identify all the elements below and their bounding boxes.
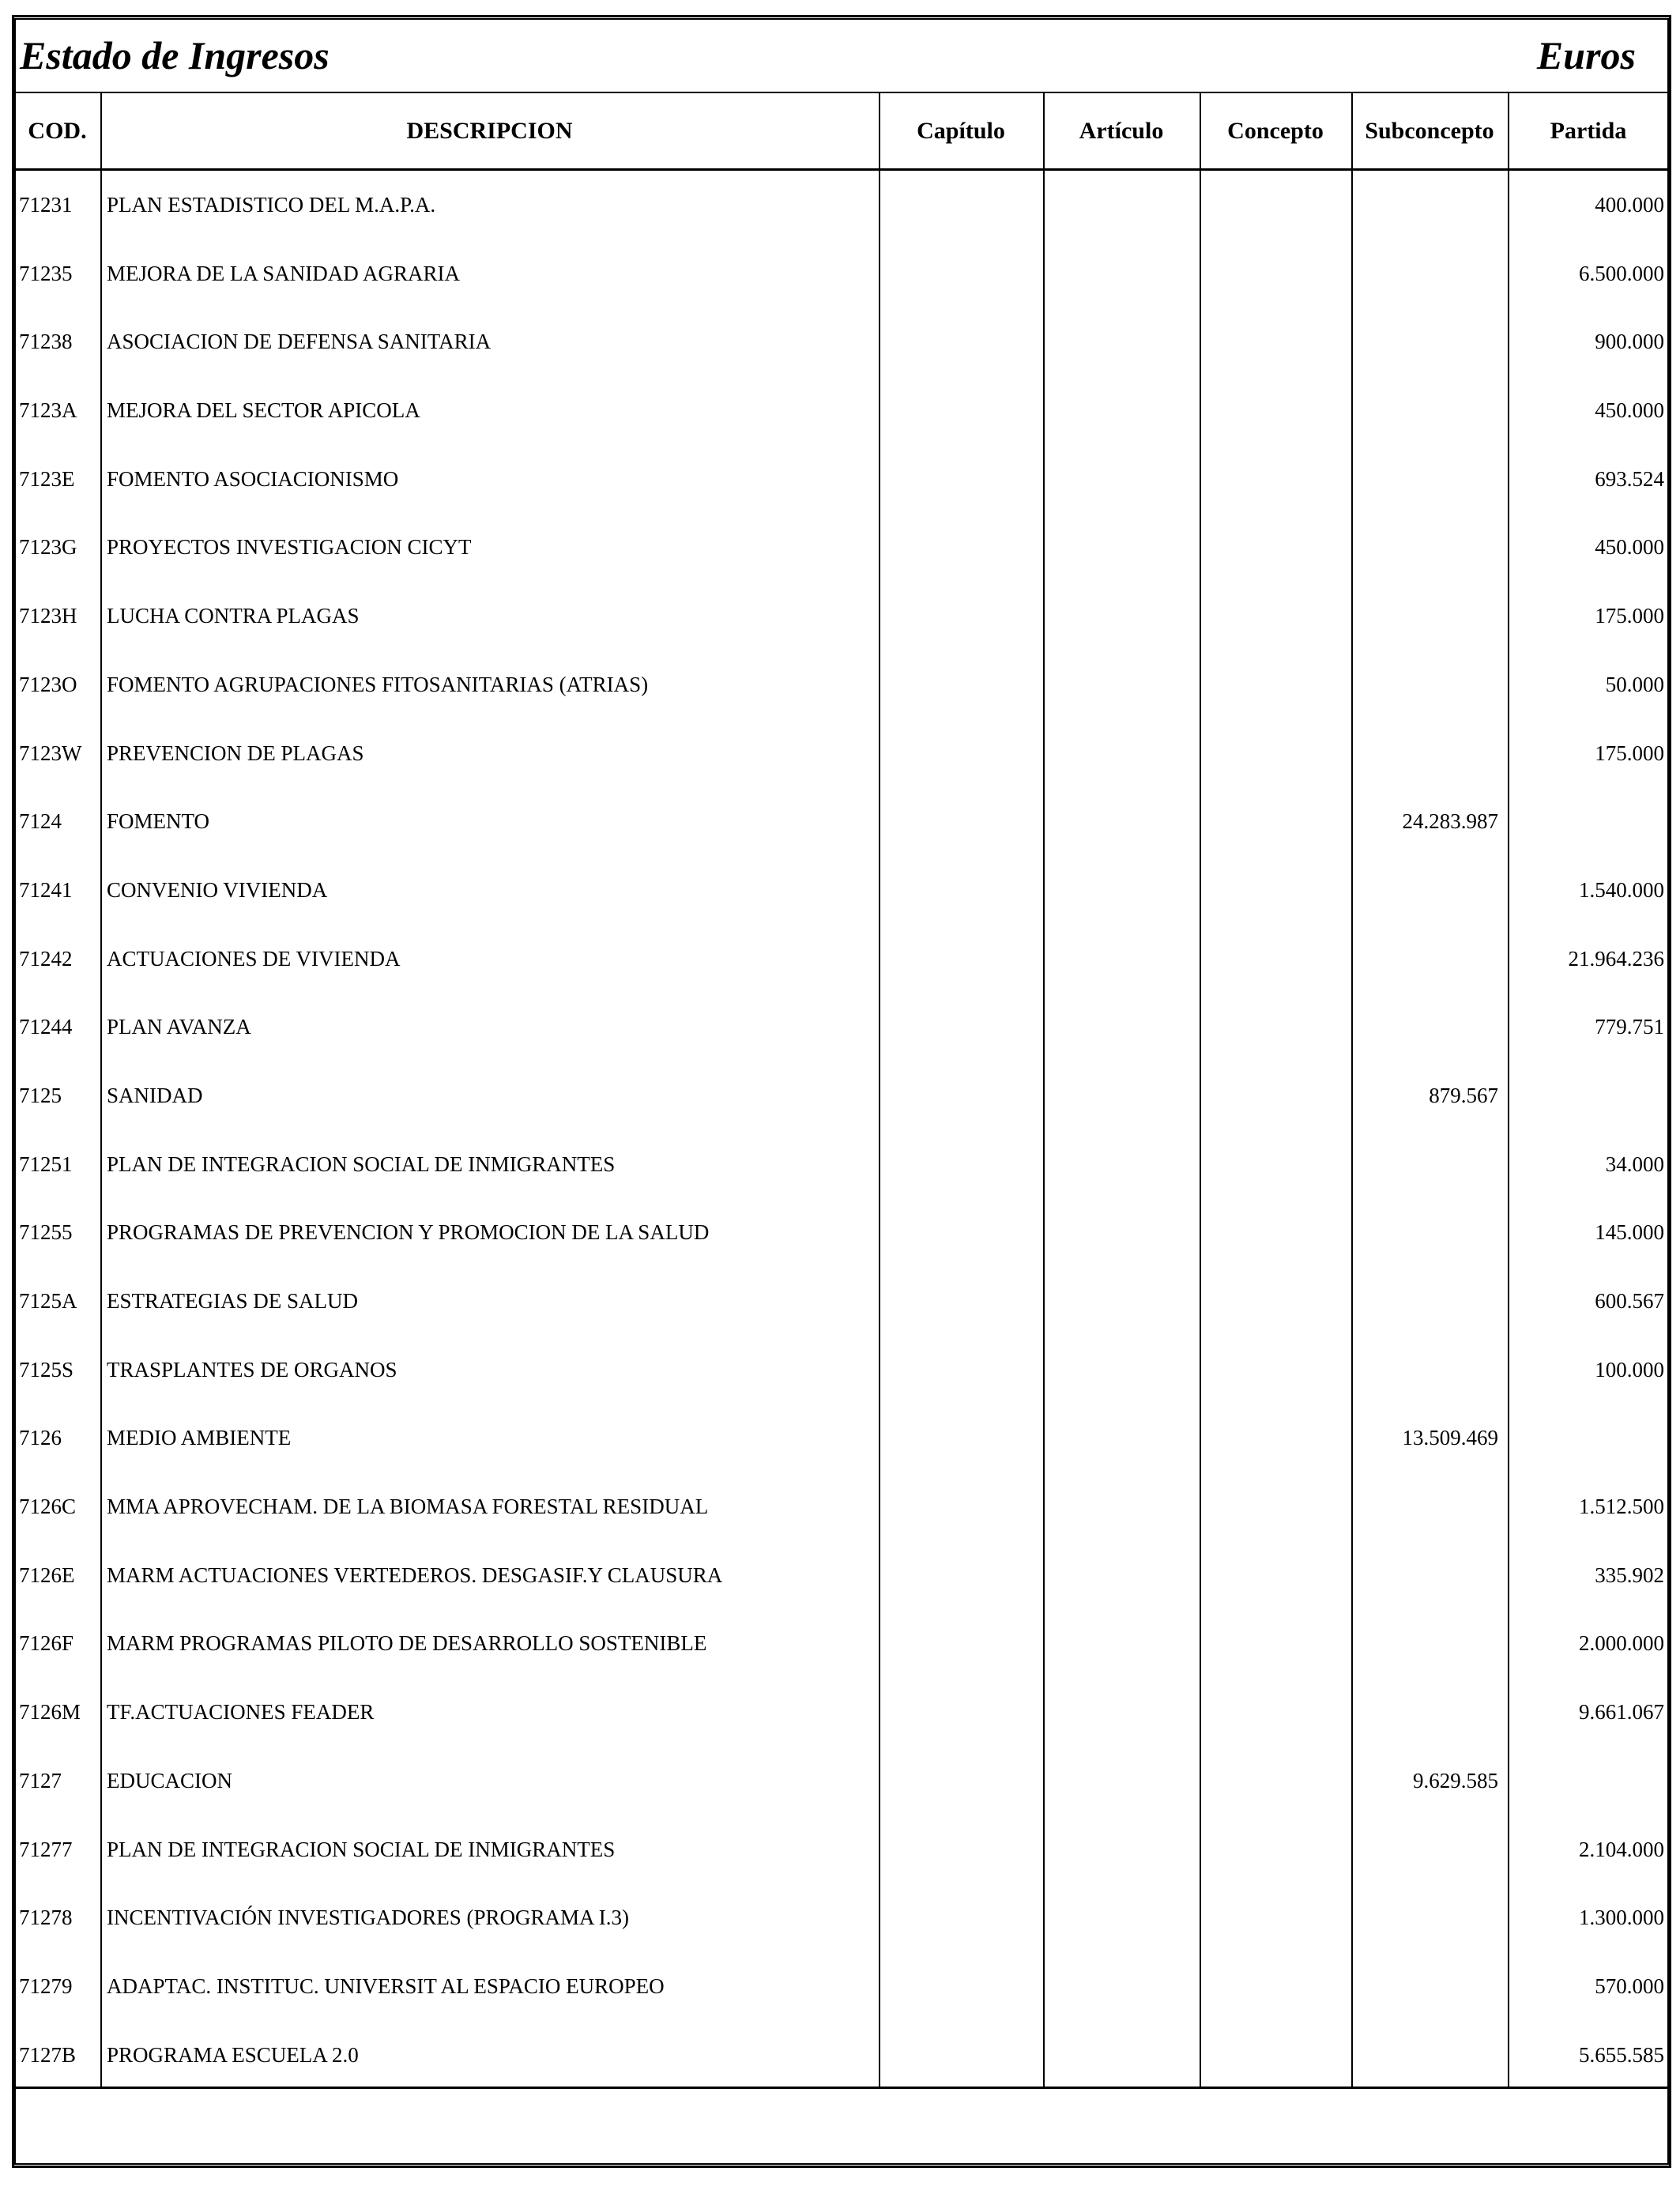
row-partida [1508,787,1664,856]
row-descripcion: FOMENTO ASOCIACIONISMO [107,466,399,491]
row-descripcion: MEDIO AMBIENTE [107,1426,292,1450]
row-partida: 6.500.000 [1579,261,1664,285]
table-row [14,445,1669,514]
row-descripcion: INCENTIVACIÓN INVESTIGADORES (PROGRAMA I.3) [107,1906,629,1930]
row-partida: 100.000 [1595,1357,1664,1382]
row-partida: 450.000 [1595,535,1664,560]
table-row [14,1472,1669,1541]
row-subconcepto: 9.629.585 [1413,1768,1498,1793]
row-cod: 7126C [19,1495,77,1519]
row-subconcepto: 879.567 [1429,1083,1498,1107]
table-row [14,856,1669,925]
row-subconcepto [1350,1130,1498,1199]
row-descripcion: PROYECTOS INVESTIGACION CICYT [107,535,472,560]
row-subconcepto [1350,171,1498,239]
row-subconcepto [1350,582,1498,650]
row-descripcion: MARM ACTUACIONES VERTEDEROS. DESGASIF.Y CLAUSURA [107,1563,723,1587]
table-row [14,239,1669,308]
table-row [14,1061,1669,1130]
row-cod: 7126E [19,1563,75,1587]
row-partida: 900.000 [1595,330,1664,354]
row-descripcion: MEJORA DEL SECTOR APICOLA [107,398,420,423]
row-cod: 71242 [19,946,73,971]
table-row [14,1815,1669,1884]
row-partida: 145.000 [1595,1220,1664,1245]
row-cod: 7126 [19,1426,62,1450]
row-subconcepto [1350,376,1498,445]
row-partida: 450.000 [1595,398,1664,423]
table-row [14,1952,1669,2021]
header-cod: COD. [28,118,87,144]
row-cod: 71251 [19,1152,73,1176]
table-row [14,1267,1669,1336]
row-cod: 71278 [19,1906,73,1930]
row-partida: 1.300.000 [1579,1906,1664,1930]
row-cod: 7126F [19,1631,74,1656]
table-row [14,925,1669,993]
table-row [14,171,1669,239]
row-descripcion: ADAPTAC. INSTITUC. UNIVERSIT AL ESPACIO EUROPEO [107,1973,665,1998]
row-partida: 600.567 [1595,1289,1664,1313]
row-partida: 779.751 [1595,1015,1664,1039]
row-subconcepto [1350,1336,1498,1404]
row-partida [1508,1747,1664,1815]
table-row [14,1541,1669,1610]
row-subconcepto [1350,993,1498,1061]
row-subconcepto [1350,1883,1498,1952]
row-descripcion: TRASPLANTES DE ORGANOS [107,1357,397,1382]
row-cod: 71277 [19,1837,73,1861]
row-partida: 5.655.585 [1579,2042,1664,2067]
row-subconcepto [1350,856,1498,925]
table-row [14,1198,1669,1267]
row-descripcion: PLAN AVANZA [107,1015,251,1039]
row-partida: 2.000.000 [1579,1631,1664,1656]
row-subconcepto [1350,2021,1498,2090]
header-subconcepto: Subconcepto [1365,118,1494,144]
row-cod: 7124 [19,809,62,834]
row-descripcion: SANIDAD [107,1083,203,1107]
row-partida: 175.000 [1595,604,1664,628]
table-row [14,993,1669,1061]
row-descripcion: PROGRAMAS DE PREVENCION Y PROMOCION DE LA SALUD [107,1220,710,1245]
row-cod: 71238 [19,330,73,354]
row-partida: 2.104.000 [1579,1837,1664,1861]
row-cod: 7126M [19,1700,81,1725]
row-cod: 7127 [19,1768,62,1793]
row-partida [1508,1404,1664,1472]
row-descripcion: LUCHA CONTRA PLAGAS [107,604,360,628]
table-row [14,1336,1669,1404]
header-partida: Partida [1550,118,1627,144]
table-row [14,787,1669,856]
table-row [14,1404,1669,1472]
row-partida: 1.540.000 [1579,877,1664,902]
row-cod: 7123E [19,466,75,491]
document-title: Estado de Ingresos [20,33,330,77]
row-subconcepto [1350,1815,1498,1884]
row-cod: 71231 [19,193,73,217]
row-cod: 71244 [19,1015,73,1039]
table-body [14,171,1669,2089]
row-descripcion: MMA APROVECHAM. DE LA BIOMASA FORESTAL RESIDUAL [107,1495,709,1519]
row-cod: 7125S [19,1357,74,1382]
row-descripcion: FOMENTO [107,809,210,834]
row-descripcion: TF.ACTUACIONES FEADER [107,1700,375,1725]
row-descripcion: PROGRAMA ESCUELA 2.0 [107,2042,359,2067]
table-row [14,1678,1669,1747]
row-subconcepto [1350,1541,1498,1610]
row-partida: 34.000 [1605,1152,1664,1176]
row-cod: 7123W [19,741,82,765]
row-partida: 335.902 [1595,1563,1664,1587]
row-subconcepto: 13.509.469 [1402,1426,1498,1450]
row-partida: 175.000 [1595,741,1664,765]
table-row [14,719,1669,788]
row-cod: 7123H [19,604,77,628]
row-descripcion: ESTRATEGIAS DE SALUD [107,1289,359,1313]
row-subconcepto [1350,1952,1498,2021]
table-row [14,1747,1669,1815]
header-articulo: Artículo [1079,118,1164,144]
table-row [14,650,1669,719]
row-descripcion: ASOCIACION DE DEFENSA SANITARIA [107,330,492,354]
row-cod: 7123G [19,535,77,560]
row-subconcepto [1350,719,1498,788]
row-cod: 71235 [19,261,73,285]
table-row [14,2021,1669,2090]
table-row [14,1609,1669,1678]
row-subconcepto [1350,1609,1498,1678]
header-descripcion: DESCRIPCION [406,118,573,144]
table-row [14,307,1669,376]
row-subconcepto [1350,1267,1498,1336]
currency-unit: Euros [1536,33,1636,77]
row-descripcion: MARM PROGRAMAS PILOTO DE DESARROLLO SOSTENIBLE [107,1631,707,1656]
row-subconcepto [1350,1472,1498,1541]
table-row [14,1883,1669,1952]
row-descripcion: MEJORA DE LA SANIDAD AGRARIA [107,261,461,285]
row-descripcion: PLAN ESTADISTICO DEL M.A.P.A. [107,193,436,217]
row-partida: 570.000 [1595,1973,1664,1998]
row-partida: 9.661.067 [1579,1700,1664,1725]
row-cod: 7125 [19,1083,62,1107]
table-row [14,1130,1669,1199]
header-concepto: Concepto [1227,118,1324,144]
row-descripcion: PREVENCION DE PLAGAS [107,741,364,765]
row-subconcepto [1350,1678,1498,1747]
table-row [14,376,1669,445]
row-subconcepto: 24.283.987 [1402,809,1498,834]
row-subconcepto [1350,513,1498,582]
row-descripcion: EDUCACION [107,1768,232,1793]
row-partida [1508,1061,1664,1130]
row-descripcion: ACTUACIONES DE VIVIENDA [107,946,401,971]
row-cod: 7123O [19,672,77,696]
row-partida: 693.524 [1595,466,1664,491]
row-partida: 400.000 [1595,193,1664,217]
row-subconcepto [1350,239,1498,308]
title-row [14,18,1669,93]
row-subconcepto [1350,925,1498,993]
row-descripcion: PLAN DE INTEGRACION SOCIAL DE INMIGRANTES [107,1837,616,1861]
table-row [14,582,1669,650]
table-row [14,513,1669,582]
table-header [14,93,1669,171]
row-partida: 21.964.236 [1568,946,1664,971]
row-cod: 71255 [19,1220,73,1245]
row-cod: 7125A [19,1289,77,1313]
row-subconcepto [1350,1198,1498,1267]
row-partida: 50.000 [1605,672,1664,696]
row-subconcepto [1350,307,1498,376]
row-descripcion: FOMENTO AGRUPACIONES FITOSANITARIAS (ATRIAS) [107,672,649,696]
row-subconcepto [1350,650,1498,719]
row-subconcepto [1350,445,1498,514]
header-capitulo: Capítulo [917,118,1005,144]
row-descripcion: PLAN DE INTEGRACION SOCIAL DE INMIGRANTES [107,1152,616,1176]
row-cod: 7123A [19,398,77,423]
row-cod: 71279 [19,1973,73,1998]
row-cod: 7127B [19,2042,77,2067]
row-descripcion: CONVENIO VIVIENDA [107,877,328,902]
row-partida: 1.512.500 [1579,1495,1664,1519]
row-cod: 71241 [19,877,73,902]
